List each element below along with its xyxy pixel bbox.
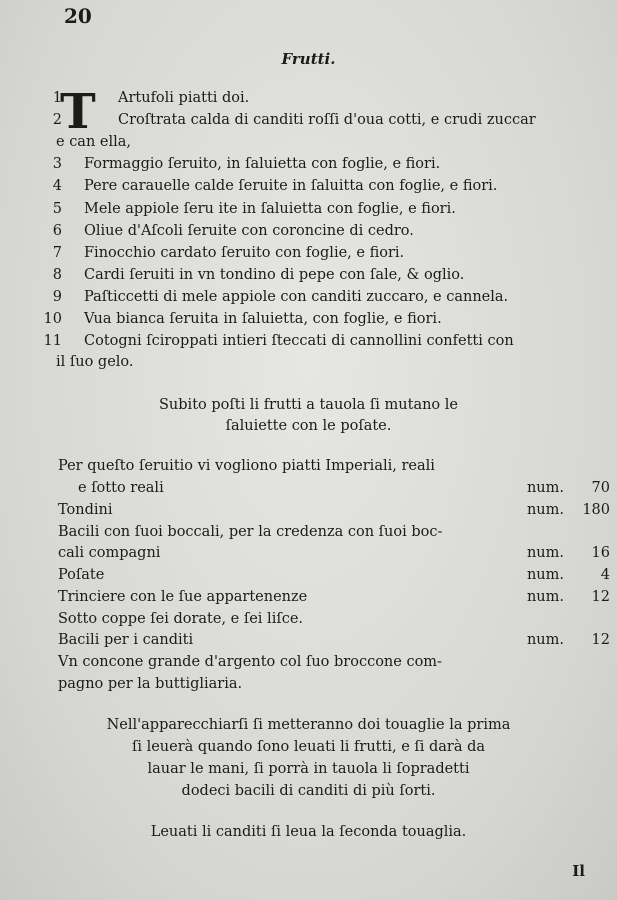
- service-label: Tondini: [58, 502, 113, 518]
- service-label: Poſate: [58, 567, 105, 583]
- note-line: dodeci bacili di canditi di più ſorti.: [181, 783, 436, 799]
- service-label: Vn concone grande d'argento col ſuo broccone com-: [58, 654, 442, 670]
- catchword: Il: [572, 862, 585, 880]
- section-heading: Frutti.: [281, 50, 336, 68]
- note-second-cloth: Leuati li canditi ſi leua la ſeconda touaglia.: [150, 824, 467, 840]
- page-number: 20: [64, 4, 92, 28]
- service-label: pagno per la buttigliaria.: [58, 676, 243, 692]
- item-number: 8: [52, 267, 62, 283]
- item-number: 5: [52, 201, 62, 217]
- service-count: 4: [600, 567, 610, 583]
- item-text: Artufoli piatti doi.: [118, 90, 250, 106]
- service-label: Bacili con ſuoi boccali, per la credenza con ſuoi boc-: [58, 524, 443, 540]
- item-text: Formaggio ſeruito, in ſaluietta con foglie, e fiori.: [84, 156, 441, 172]
- item-text: Cotogni ſciroppati intieri ſteccati di cannollini confetti con: [84, 333, 514, 349]
- item-number: 11: [43, 333, 62, 349]
- service-count: 12: [591, 632, 610, 648]
- service-label: Per queſto ſeruitio vi vogliono piatti Imperiali, reali: [58, 458, 435, 474]
- item-number: 9: [52, 289, 62, 305]
- drop-cap: T: [60, 84, 96, 140]
- item-continuation: e can ella,: [56, 134, 132, 150]
- service-label: Trinciere con le ſue appartenenze: [58, 589, 308, 605]
- note-line: Subito poſti li frutti a tauola ſi mutano le: [159, 397, 458, 413]
- note-line: ſi leuerà quando ſono leuati li frutti, e ſi darà da: [131, 739, 486, 755]
- service-unit: num.: [526, 589, 564, 605]
- service-label: cali compagni: [58, 545, 161, 561]
- item-text: Pere carauelle calde ſeruite in ſaluitta con foglie, e fiori.: [84, 178, 498, 194]
- service-label: Sotto coppe ſei dorate, e ſei liſce.: [58, 611, 304, 627]
- service-unit: num.: [526, 545, 564, 561]
- service-count: 70: [591, 480, 610, 496]
- item-text: Croſtrata calda di canditi roſſi d'oua cotti, e crudi zuccar: [118, 112, 536, 128]
- service-label: e ſotto reali: [78, 480, 164, 496]
- item-number: 7: [52, 245, 62, 261]
- item-text: Oliue d'Aſcoli ſeruite con coroncine di cedro.: [84, 223, 414, 239]
- service-unit: num.: [526, 632, 564, 648]
- service-label: Bacili per i canditi: [58, 632, 194, 648]
- item-number: 2: [52, 112, 62, 128]
- service-unit: num.: [526, 567, 564, 583]
- item-number: 10: [43, 311, 62, 327]
- note-line: lauar le mani, ſi porrà in tauola li ſopradetti: [147, 761, 470, 777]
- note-line: ſaluiette con le poſate.: [225, 418, 392, 434]
- item-continuation: il ſuo gelo.: [56, 354, 134, 370]
- item-text: Finocchio cardato ſeruito con foglie, e fiori.: [84, 245, 405, 261]
- service-count: 16: [591, 545, 610, 561]
- item-text: Paſticcetti di mele appiole con canditi zuccaro, e cannela.: [84, 289, 509, 305]
- service-unit: num.: [526, 480, 564, 496]
- note-line: Nell'apparecchiarſi ſi metteranno doi touaglie la prima: [106, 717, 511, 733]
- service-count: 180: [582, 502, 610, 518]
- item-number: 3: [52, 156, 62, 172]
- item-text: Mele appiole ſeru ite in ſaluietta con foglie, e fiori.: [84, 201, 456, 217]
- service-count: 12: [591, 589, 610, 605]
- item-text: Vua bianca ſeruita in ſaluietta, con foglie, e fiori.: [84, 311, 442, 327]
- item-text: Cardi ſeruiti in vn tondino di pepe con ſale, & oglio.: [84, 267, 465, 283]
- item-number: 4: [52, 178, 62, 194]
- service-unit: num.: [526, 502, 564, 518]
- item-number: 1: [52, 90, 62, 106]
- item-number: 6: [52, 223, 62, 239]
